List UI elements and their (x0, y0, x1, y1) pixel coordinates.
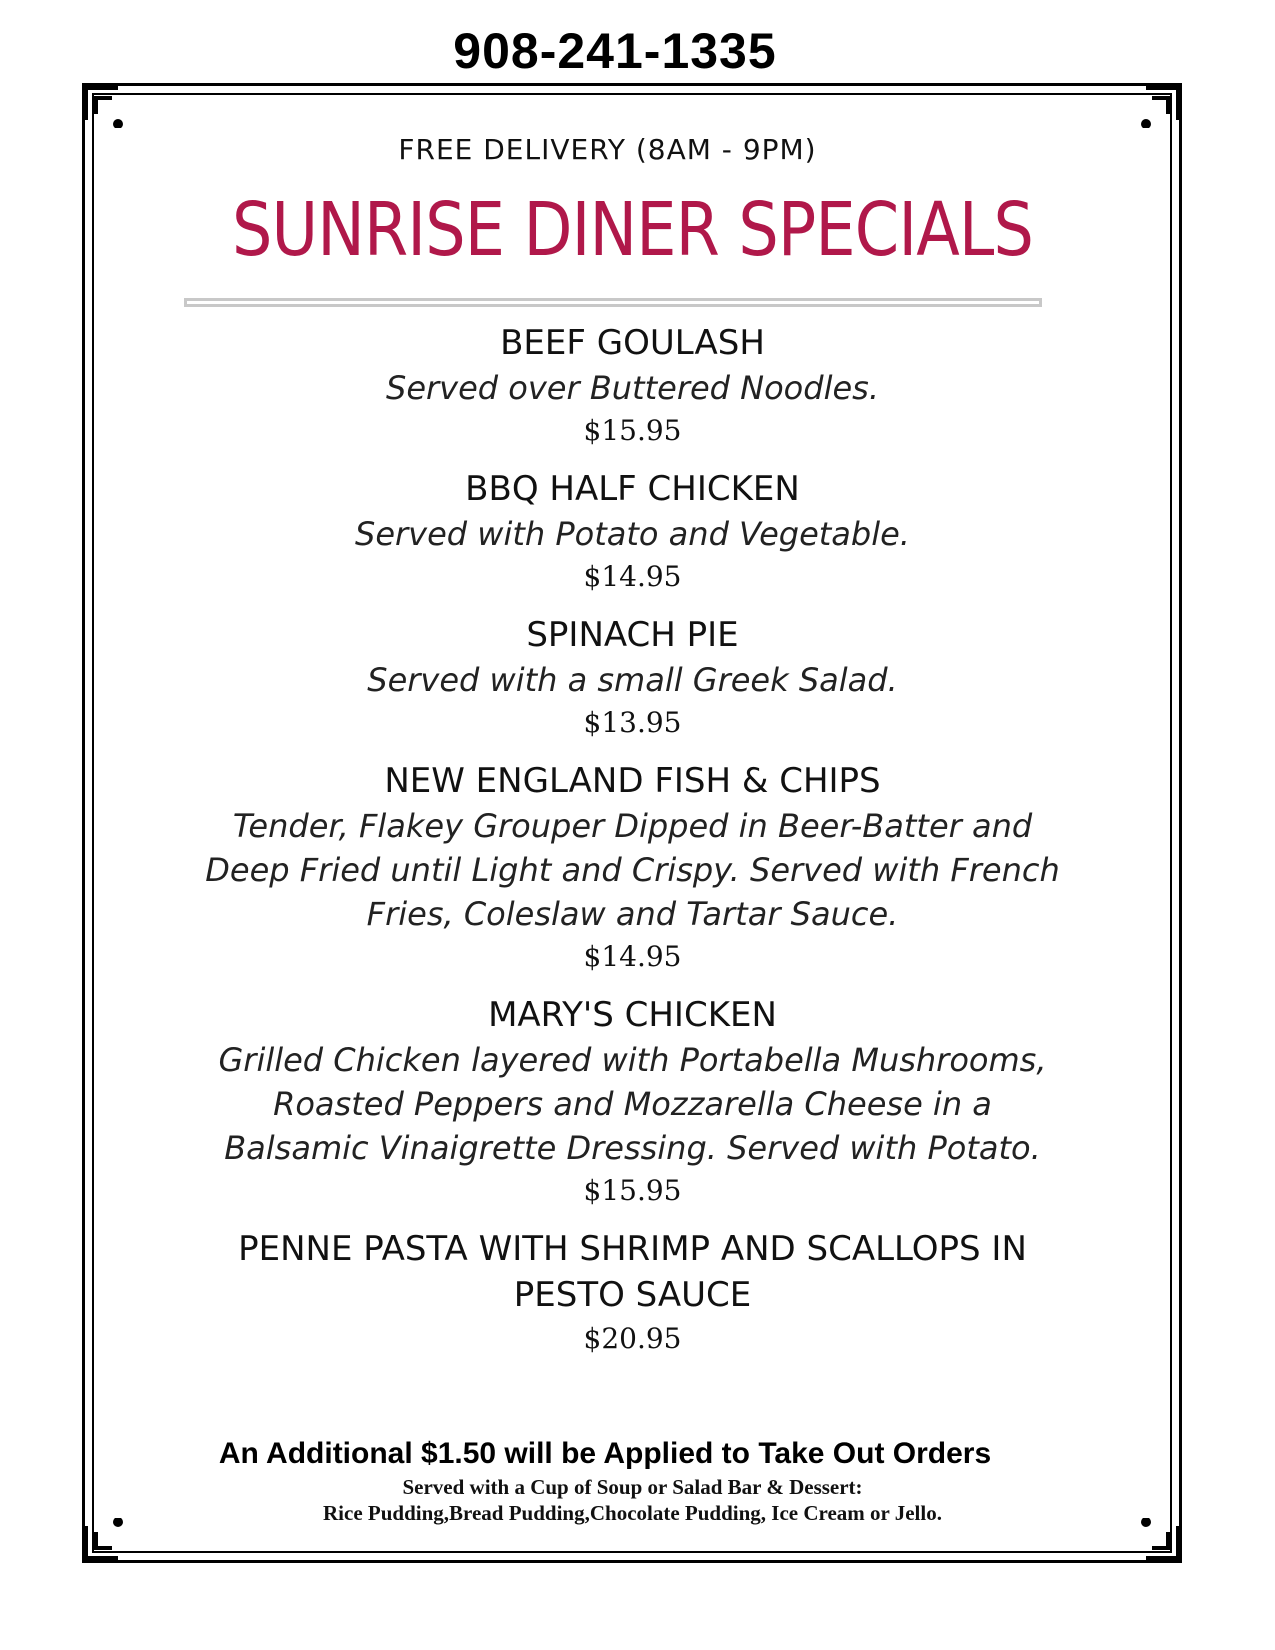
item-name: BEEF GOULASH (500, 323, 765, 363)
item-price: $13.95 (583, 706, 682, 739)
phone-number: 908-241-1335 (453, 23, 777, 79)
corner-ornament-top-right (1138, 80, 1186, 128)
item-price: $20.95 (583, 1322, 682, 1355)
title-divider (184, 298, 1042, 307)
menu-item (100, 466, 1165, 598)
item-description: Tender, Flakey Grouper Dipped in Beer-Batter and Deep Fried until Light and Crispy. Served with French Fries, Coleslaw and Tartar Sauce. (205, 807, 1060, 933)
item-name: NEW ENGLAND FISH & CHIPS (384, 761, 881, 801)
item-name: MARY'S CHICKEN (488, 995, 777, 1035)
takeout-surcharge-note: An Additional $1.50 will be Applied to Take Out Orders (218, 1437, 992, 1470)
item-price: $15.95 (583, 1174, 682, 1207)
item-description: Served over Buttered Noodles. (386, 369, 879, 407)
item-price: $14.95 (583, 560, 682, 593)
menu-item (100, 1226, 1165, 1360)
specials-list (100, 320, 1165, 1374)
menu-item (100, 758, 1165, 978)
corner-ornament-top-left (78, 80, 126, 128)
item-name: PENNE PASTA WITH SHRIMP AND SCALLOPS IN PESTO SAUCE (238, 1229, 1027, 1315)
item-price: $15.95 (583, 414, 682, 447)
menu-title: SUNRISE DINER SPECIALS (231, 187, 1034, 273)
menu-item (100, 992, 1165, 1212)
item-name: BBQ HALF CHICKEN (465, 469, 800, 509)
footer-dessert-options: Rice Pudding,Bread Pudding,Chocolate Pudding, Ice Cream or Jello. (323, 1501, 942, 1525)
menu-item (100, 320, 1165, 452)
footer-sides-note: Served with a Cup of Soup or Salad Bar & Dessert: (402, 1475, 863, 1499)
item-name: SPINACH PIE (526, 615, 739, 655)
item-description: Served with a small Greek Salad. (367, 661, 898, 699)
item-description: Grilled Chicken layered with Portabella Mushrooms, Roasted Peppers and Mozzarella Cheese in a Balsamic Vinaigrette Dressing. Served with Potato. (218, 1041, 1047, 1167)
item-price: $14.95 (583, 940, 682, 973)
delivery-hours: FREE DELIVERY (8AM - 9PM) (398, 133, 817, 166)
item-description: Served with Potato and Vegetable. (355, 515, 910, 553)
menu-item (100, 612, 1165, 744)
